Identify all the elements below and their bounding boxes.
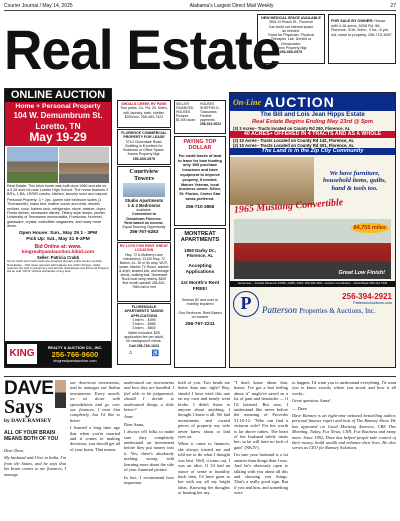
medical-heading: NEW MEDICAL SPACE AVAILABLE [261,16,321,20]
dave-says-masthead [4,380,66,518]
auction-personal-property: Personal Property: 3 + 2pc. queen size bedroom suites (1 Thomasville), brass bed, leather couch and chair, electric recliner, curio, bakers rack, refrigerator, stove, washer, dryer, Fiesta dishes, stoneware dishes, Tiffany style lamps, pewter, University of Tennessee memorabilia, Frankoma, Hummel, glassware, crystal, collectible magazines, and many more items. [7,197,106,229]
patterson-phone: 256-394-2921 [342,291,392,301]
montreat-apartments-ad: MONTREAT APARTMENTS 1850 Darby Dr., Florence, AL Accepting Applications 1st Month's Rent FREE! Seniors 62 and over or mobility impaired One Bedroom, Rent Based on Income 256-767-2211 [174,228,226,368]
dave-col-2: understand our investments and how they are handled. I feel able to bit judgmental, should I decide to understand things a little better? Anne Dear Anna, I always tell folks to make sure they completely understand an investment before they put money into it. Yes, there's absolutely nothing wrong with learning more about the side of your financial picture. In fact, I recommend how important [124,380,174,485]
header-center: Alabama's Largest Direct Mail Weekly [189,3,274,9]
dave-kicker: ALL OF YOUR BRAIN MEANS BOTH OF YOU [4,430,59,442]
auction-red-block: Home + Personal Property 104 W. Demumbrum St. Loretto, TN May 19-29 [5,102,111,146]
rv-lots-ad: RV LOTS FOR RENT GREAT LOCATION Hwy. 72 & Mulberry Lane Intersection. 12100 Hwy. 72 Barton, AL. 30 or 50 amp, Wi-Fi, sewer, electric TV Room, washer & dryer, shaded lots, and storage sheds, walking trail, Tennessee Rock boat ramp nearby. $400 first month special! 256-810-7660 call or text [117,242,171,302]
page-header [4,2,396,11]
equal-housing-icon: ⌂ [128,349,133,356]
hipps-heading-bar: On-Line AUCTION [230,93,395,111]
section-title: Real Estate [4,18,281,81]
florence-commercial-ad: FLORENCE COMMERCIAL PROPERTY FOR LEASE 3710 Cloverdale Road. Building is Excellent for Business or Office Space. Kanns Property Mgt. 256-666-0579 [117,129,171,165]
hipps-estate-auction-ad: On-Line AUCTION The Bill and Lois Jean Hipps Estate Real Estate Begins Ending May 23rd @ 5pm (3) 3 Acres~ Tracts located on County Rd 290, Florence, AL 40 ACRES+ OFFERED IN 4 TRACTS AND AS A WHOLE (2) 10 Acres~ Tracts Located on County Rd 142, Florence, AL (2) 10 Acres~ Tracts Located on County Rd 301, Florence, AL The Land is in the Zip City Community We have furniture, household items, quilts, hand & tools too. 1965 Mustang Convertible 84,755 miles Great Low Finish! Auctioneer – Donald Patterson #1566, AABS, AAPL 256-394-2921 • Auction Coordinator – Alicia Black 256-412-7433 P 256-394-2921 PattersonAuctions.com Patterson Properties & Auctions, Inc. [229,92,396,368]
house-photos [7,147,109,183]
furniture-photo [230,157,314,205]
dave-col-3: our American investments, and he manages our Indian investments. Every month, we sit down with spreadsheets and go over our finances. I trust him completely, but I'd like to better I learned a long time ago that when you're married and it comes to making decisions, you should get all of your brain. That means [70,380,120,452]
hipps-auction-heading: AUCTION [264,94,335,110]
auction-dates: May 19-29 [29,129,87,144]
hipps-acres-banner: 40 ACRES+ OFFERED IN 4 TRACTS AND AS A WHOLE [230,131,395,138]
auctioneer-info: Auctioneer – Donald Patterson #1566, AABS, AAPL 256-394-2921 • Auction Coordinator – Alicia Black 256-412-7433 [230,281,395,287]
dave-col-6: to happen, I'd want you to understand everything. I'd want you to know exactly where you stood, and how it all works. Great question, Anna! — Dave Dave Ramsey is an eight-time national bestselling author, personal finance expert and host of The Ramsey Show. He has appeared on Good Morning America, CBS This Morning, Today, Fox News, CNN, Fox Business and many more. Since 1992, Dave has helped people take control of their money, build wealth and enhance their lives. He also serves as CEO for Ramsey Solutions. [292,380,396,451]
courtview-towers-ad: Courtview Towers Studio Apartments 1 & 2 Bedrooms available. Convenient to Downtown Florence. Rent based on income. Equal Housing Opportunity 256-767-6283 [117,166,171,241]
hipps-extras-text: We have furniture, household items, quilts, hand & tools too. [323,169,387,192]
dave-bio: Dave Ramsey is an eight-time national bestselling author, personal finance expert and host of The Ramsey Show. He has appeared on Good Morning America, CBS This Morning, Today, Fox News, CNN, Fox Business and many more. Since 1992, Dave has helped people take control of their money, build wealth and enhance their lives. He also serves as CEO for Ramsey Solutions. [292,413,396,451]
accessible-icon: ♿ [151,350,160,357]
header-left: Courier Journal / May 14, 2025 [4,3,73,9]
mileage-badge: 84,755 miles [351,223,389,233]
house-photo-2 [59,147,110,183]
online-auction-ad: ONLINE AUCTION Home + Personal Property 104 W. Demumbrum St. Loretto, TN May 19-29 Real Estate: This brick home was built circa 1960 and sits on a 0.26 acre lot near Loretto High School. The home features 3 BR's, 1 BA, LR/DR combo, kitchen, laundry room and carport. Personal Property: 3 + 2pc. queen size bedroom suites (1 Thomasville), brass bed, leather couch and chair, electric recliner, curio, bakers rack, refrigerator, stove, washer, dryer, Fiesta dishes, stoneware dishes, Tiffany style lamps, pewter, University of Tennessee memorabilia, Frankoma, Hummel, glassware, crystal, collectible magazines, and many more items. Open House: Sun., May 25 1 - 3PM Pick Up: Sat., May 31 9-2PM Bid Online at: www. kingrealtyandauction.hibid.com Seller: Patricia Crabb Terms: Debit and credit cards are accepted through online auction website. Real Estate - 10% down payment with balance due within 30 days. Seller reserves the right to accept any and all bids. Real Estate and Personal Property will be sold "AS IS" without warranties of any kind. KING REALTY & AUCTION CO., INC. 256-766-9600 kingrealtyandauction.com [4,88,112,368]
seller-financed-ad: SELLER FINANCED HOUSES Pictures $1,000 down HOUSES SHEFFIELD, Tuscumbia Flexible payments 256-513-9022 [174,100,226,134]
for-sale-by-owner-ad: FOR SALE BY OWNER: House with 4.16 acres, 5208 Rd. 58, Florence, 3/1b, 5d/m., 2 ba., 6 yrs. old, close to property. 256-710-3587 [328,14,396,64]
mustang-photo: 84,755 miles Great Low Finish! [234,219,391,279]
dave-title-bottom: Says [4,396,43,418]
house-photo-1 [7,147,58,183]
auction-description: Real Estate: This brick home was built circa 1960 and sits on a 0.26 acre lot near Loretto High School. The home features 3 BR's, 1 BA, LR/DR combo, kitchen, laundry room and carport. [7,183,109,197]
paying-top-dollar-ad: PAYING TOP DOLLAR For small tracks of land to lease for bow hunting only. Will purchase insurance and have equipment to improve property, if needed. Mature Veteran, local business owner. Killen, St. Florian, Center Star areas preferred. 256-710-2856 [174,136,226,226]
dave-title-top: DAVE [4,378,54,399]
article-divider [4,376,396,377]
king-logo: KING [7,344,37,364]
shoals-creek-ad: SHOALS CREEK RV PARK Two parks. Co. Rd. 29, Killen, wifi, laundry, bath, shelter, $300/mo. 256-483-7323 [117,100,171,128]
king-phone: 256-766-9600 [51,349,99,359]
medical-space-ad: NEW MEDICAL SPACE AVAILABLE 3901-N Peach St., Florence Can build out internal space as needed. Great for Physician, Physical Therapist, Lab, Dentist or Chiropractor. Kanns Property Mgt. 256-666-0579 [257,14,325,64]
florendale-ad: FLORENDALE APARTMENTS TAKING APPLICATIONS 1 bdrm. - $495 2 bdrm. - $585 3 bdrm. - $600 Water included, $25 application fee per adult, for background check. Call 256-766-1623 ⌂ ♿ [117,303,171,365]
dave-col-1: Dear Dave, My husband and I live in India. I'm from the States, and he says that his brain comes to me finances, I manage [4,448,66,477]
online-auction-heading: ONLINE AUCTION [5,89,111,102]
classified-column-1 [117,100,171,365]
dave-photo [55,380,66,408]
mustang-caption: 1965 Mustang Convertible [233,197,344,216]
header-page-number: 27 [390,3,396,9]
patterson-web-link[interactable]: PattersonAuctions.com [352,300,392,305]
fsbo-heading: FOR SALE BY OWNER: [331,19,374,23]
classified-column-2 [174,100,226,368]
auction-terms: Terms: Debit and credit cards are accepted through online auction website. Real Estate - 10% down payment with balance due within 30 days. Seller reserves the right to accept any and all bids. Real Estate and Personal Property will be sold "AS IS" without warranties of any kind. [7,259,109,274]
king-realty-footer: KING REALTY & AUCTION CO., INC. 256-766-9600 kingrealtyandauction.com [5,341,111,367]
courtview-photo [123,183,165,197]
dave-col-5: "I don't know about that, honey. I've got a bad feeling about it" might've saved us a lot of pain and heartache — if I'd listened. But now, I understand like never before the meaning of Proverbs 31:10-12: "Who can find a virtuous wife? For her worth is far above rubies. The heart of her husband safely trusts her; so he will have no lack of gain" (NKJV). I'm sure your husband is a lot smarter than things than I was. And he's obviously open to talking with you about all this and showing you things. That's a really good sign. But if you and him, and something were [234,380,288,496]
patterson-footer: P 256-394-2921 PattersonAuctions.com Patterson Properties & Auctions, Inc. [230,287,395,321]
dave-col-4: both of you. Two heads are better than one, right? Boy, should I have tried this one on my own and nearly went broke. I didn't listen to anyone about anything. I thought I knew it all. We had investments and owned pieces of property my wife never knew about or laid eyes on. When it came to finances, she always trusted me and told me to do what I thought was best. Well, it turns out, I was an idiot. If I'd had an ounce of sense or humility back then, I'd have gone to her with my all my bright ideas. Knowing her thoughts or hearing her say, [178,380,230,496]
bid-url-link[interactable]: kingrealtyandauction.hibid.com [21,249,95,255]
dave-byline: by DAVE RAMSEY [4,418,52,424]
patterson-logo-icon: P [233,291,259,317]
